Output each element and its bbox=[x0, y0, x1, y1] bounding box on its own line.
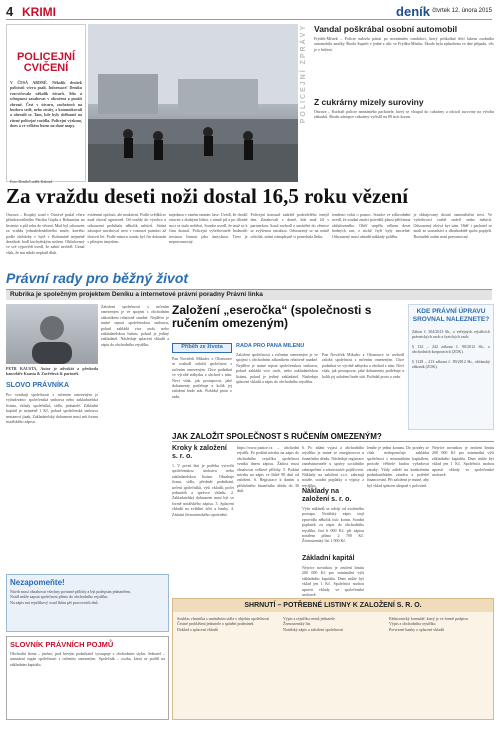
article-col-1: Ostrava – Krajský soud v Ostravě poslal včera pětadvacetiletého Patrika Gajdu z Bohumína na šestnáct a půl roku do vězení. Muž byl odsouzen za vraždu jednašedesátiletého muže, kterého podle obžaloby v bytě v Bohumíně nejméně desetkrát bodl kuchyňským nožem. Obžalovaný ve své výpovědi uvedl, že zabití nechtěl. Uznal však, že mu nikdo neplatil dluh. bbox=[6, 212, 85, 255]
newspaper-logo: deník bbox=[396, 4, 430, 19]
reminder-item-2: Notář může zapsat společnost přímo do obchodního rejstříku. bbox=[10, 594, 109, 600]
brief-1-text: Frýdek-Místek – Policie nalezla pátrat po neznámém vandalovi, který poškrábal třetí lakem osobního automobilu značky Škoda Superb v jedné z ulic ve Frýdku-Místku. Škoda byla způsobena ve dne případu, věc je v šetření. bbox=[314, 36, 494, 52]
pribeh-label: Příběh ze života bbox=[172, 343, 232, 353]
legal-subtitle: RADA PRO PANA MILENU bbox=[236, 343, 305, 349]
glossary-heading: SLOVO PRÁVNÍKA bbox=[6, 382, 70, 389]
summary-left-3: Doklad o splacení vkladů bbox=[177, 626, 218, 632]
costs-title: Náklady na založení s. r. o. bbox=[302, 488, 352, 503]
glossary-box bbox=[6, 636, 169, 720]
reminder-item-1: Návrh musí obsahovat všechny povinné přílohy a být podepsán jednatelem. bbox=[10, 589, 132, 594]
steps-title: Kroky k založení s. r. o. bbox=[172, 445, 227, 460]
author-caption: PETR KAUSTA, Autor je advokát a předseda kanceláře Kausta & Zavřelová & partneři. bbox=[6, 366, 98, 377]
summary-box bbox=[172, 598, 494, 720]
summary-mid-2: Živnostenský list bbox=[283, 621, 311, 627]
capital-text: Nejvíce novinkou je zrušení limitu 200 000 Kč pro minimální výši základního kapitálu. Dnes může být vklad jen 1 Kč. Společníci mohou upravit vklady ve společenské smlouvě. bbox=[302, 565, 364, 598]
legal-section-banner: Rubrika je společným projektem Deníku a internetové právní poradny Právní linka bbox=[6, 289, 492, 300]
reminder-item-3: Na zápis má rejstříkový soud lhůtu pět pracovních dnů. bbox=[10, 599, 99, 605]
regulation-box bbox=[408, 304, 494, 430]
summary-mid-3: Notářský zápis o založení společnosti bbox=[283, 626, 344, 632]
costs-column bbox=[302, 445, 364, 605]
police-news-sidebar-label: POLICEJNÍ ZPRÁVY bbox=[300, 24, 307, 124]
summary-mid-1: Výpis z rejstříku trestů jednatele bbox=[283, 616, 335, 621]
photo-illustration bbox=[88, 24, 298, 182]
summary-right-1: Elektronický formulář, který je ve formě podpisu bbox=[389, 616, 468, 621]
glossary-box-title: SLOVNÍK PRÁVNÍCH POJMŮ bbox=[10, 640, 114, 649]
regulation-item-2: § 132 – 242 zákona č. 90/2012 Sb., o obchodních korporacích (ZOK). bbox=[412, 343, 490, 355]
police-training-box bbox=[6, 24, 86, 182]
summary-left-1: Souhlas vlastníka s umístěním sídla v objektu společnosti bbox=[177, 616, 270, 621]
costs-intro-text: 6. Po zdání vyjasí a obchodního rejstříku je nutné se zaregistrovat u finančního úřadu. Následuje registrace zaměstnavatele u správy sociálního zabezpečení a zdravotních pojišťoven. Náklady na založení s.r.o. zahrnují notáře, soudní poplatky a výpisy z rejstříku. bbox=[302, 445, 364, 488]
reminder-title: Nezapomeňte! bbox=[10, 578, 65, 587]
article-col-3: najednou v raném ranním čase. Uvedl, že chodil ztracen s druhými lidmi, s nimiž pil a po dlouhé noci se stalo neštěstí. Soudce uvedl, že muž se k činu doznal. Policejní vyšetřovatelé hodnotili trestnou činnost jako úmyslnou. Trest je nepravomocný. bbox=[169, 212, 248, 245]
capital-column-3: Nejvíce novinkou je zrušení limitu 200 000 Kč pro minimální výši základního kapitálu. Dnes může být vklad jen 1 Kč. Společníci mohou upravit vklady ve společenské smlouvě. bbox=[432, 445, 494, 478]
police-photo-credit: Foto Deník/Luděk Kaloud bbox=[10, 179, 53, 184]
legal-col-a: Založení společnosti s ručením omezeným je ve spojení s obchodním zákoníkem relativně snadné. Nejdříve je nutné sepsat společenskou smlouvu, pokud zakládá více osob, nebo zakladatelskou listinu, pokud je jediný zakladatel. Následuje splacení vkladů a zápis do obchodního rejstříku. bbox=[236, 352, 318, 385]
glossary-box-text: Obchodní firma – jméno, pod kterým podnikatel vystupuje v obchodním styku. Jednatel – statutární orgán společnosti s ručením omezeným. Společník – osoba, která se podílí na základním kapitálu. bbox=[10, 651, 165, 667]
question-heading: JAK ZALOŽIT SPOLEČNOST S RUČENÍM OMEZENÝM? bbox=[172, 432, 494, 442]
legal-col-b: Pan Nováček Mikulec z Olomouce se rozhodl založit společnost s ručením omezeným. Chce podnikat ve výrobě nábytku a obchod s ním. Neví však, jak postupovat, jaké dokumenty potřebuje a kolik jej založení bude stát. Požádal proto o radu. bbox=[322, 352, 404, 379]
brief-1-title: Vandal poškrábal osobní automobil bbox=[314, 24, 458, 34]
police-training-text: V ČESÁ ARDNÉ. Několik desítek policistů včera psali. Informace! Deníku rozcvičovalo několik útvarů. Sílu a schopnost zasahovat v ohrožení a použít zbraně. Čest v útvaru, zachránců na budovu sedě, nebo ztráty, z komunikovali a ohrozili se. Tam, kde byly sběhnuté na různé policejní vozidla. Policejní výzkum, dnes a ve velkém lesem na dané mapy. bbox=[10, 80, 82, 129]
author-photo bbox=[6, 304, 98, 364]
reminder-box bbox=[6, 574, 169, 632]
brief-2-title: Z cukrárny mizely suroviny bbox=[314, 97, 424, 107]
legal-section-header bbox=[6, 270, 492, 288]
summary-list-mid bbox=[283, 616, 383, 632]
steps-column-2: https://www.justice.cz – obchodní rejstřík. Po podání návrhu na zápis do obchodního rejstříku společnost vzniká dnem zápisu. Žádost musí obsahovat veškeré přílohy. 5. Podání návrhu na zápis ve lhůtě 90 dnů od založení. 6. Registrace k daním u příslušného finančního úřadu do 30 dnů. bbox=[237, 445, 299, 494]
page-number: 4 bbox=[6, 4, 14, 19]
article-col-6: je obhajovaný dostal osmiměsíční trest. Ve vyšetřovací vazbě strávil sedm měsíců. Odsouzený obývá byt sám. Oběť i pachatel se znali ze sousedství a dlouhodobě spolu popíjeli. Rozsudek zatím není pravomocný. bbox=[413, 212, 492, 239]
summary-right-2: Výpis z obchodního rejstříku bbox=[389, 621, 436, 627]
summary-title: SHRNUTÍ – POTŘEBNÉ LISTINY K ZALOŽENÍ S. R. O. bbox=[173, 599, 493, 612]
costs-text: Výše nákladů se odvíjí od zvoleného postupu. Notářský zápis stojí zpravidla několik tisíc korun. Soudní poplatek za zápis do obchodního rejstříku činí 6 000 Kč, při zápisu notářem přímo 2 700 Kč. Živnostenský list 1 000 Kč. bbox=[302, 506, 364, 544]
main-headline: Za vraždu deseti noži dostal 16,5 roku vězení bbox=[6, 184, 409, 208]
author-silhouette bbox=[6, 304, 98, 364]
summary-left-2: Čestné prohlášení jednatele o splnění podmínek bbox=[177, 621, 254, 627]
section-name: KRIMI bbox=[22, 5, 56, 19]
legal-main-title: Založení „eseročka“ (společnosti s ručením omezeným) bbox=[172, 303, 372, 330]
police-news-column bbox=[314, 24, 494, 182]
pribeh-text: Pan Nováček Mikulec z Olomouce se rozhodl založit společnost s ručením omezeným. Chce podnikat ve výrobě nábytku a obchod s ním. Neví však, jak postupovat, jaké dokumenty potřebuje a kolik jej založení bude stát. Požádal proto o radu. bbox=[172, 356, 232, 399]
article-col-5: tendenci volat o pomoc. Soudce ve zdůvodnění uvedl, že soudní znalci potvrdili plnou příčetnost obžalovaného. Oběť utrpěla celkem deset bodných ran, z nichž čtyři byly smrtelné. Odsouzený musí uhradit náklady pohřbu. bbox=[332, 212, 411, 239]
steps-text: 1. V první fázi je potřeba vytvořit společenskou smlouvu nebo zakladatelskou listinu. Obsahuje firmu, sídlo, předmět podnikání, určení společníků, výši vkladů, počet jednatelů a správce vkladu. 2. Zakladatelský dokument musí být ve formě notářského zápisu. 3. Splacení vkladů na zvláštní účet u banky. 4. Získání živnostenského oprávnění. bbox=[172, 463, 234, 517]
capital-title: Základní kapitál bbox=[302, 555, 355, 562]
police-training-title: POLICEJNÍ CVIČENÍ bbox=[16, 51, 76, 74]
legal-section-title: Právní rady pro běžný život bbox=[6, 270, 189, 286]
regulation-item-3: § 1128 – 213 zákona č. 89/2012 Sb., občanský zákoník (ZOK). bbox=[412, 358, 490, 370]
page-header bbox=[6, 4, 492, 20]
main-article-body bbox=[6, 212, 492, 268]
summary-right-3: Potvrzení banky o splacení vkladů bbox=[389, 626, 445, 632]
regulation-box-title: KDE PRÁVNÍ ÚPRAVU SROVNAL NALEZNETE? bbox=[412, 308, 490, 323]
glossary-text: Pro vznikají společnosti s ručením omezeným je vyžadováno: společenská smlouva nebo zakladatelská listina, vklady společníků, sídlo, jednatelé. Základní kapitál je nejméně 1 Kč, pokud společenská smlouva nestanoví jinak. Zakladatelský dokument musí mít formu notářského zápisu. bbox=[6, 392, 98, 425]
article-col-4: Policejní komisař zadržel podezřelého tentýž den. Zasahovali v domě, kde muž žil s partnerkou. Soud rozhodl o umístění do věznice se zvýšenou ostrahou. Odsouzený se na místě odvolal, státní zástupkyně si ponechala lhůtu. bbox=[250, 212, 329, 239]
summary-list-right bbox=[389, 616, 489, 632]
summary-list-left bbox=[177, 616, 277, 632]
article-col-2: evidentní opilosti, ale neaktivní. Podle svědků se muž choval agresivně. Od vraždy do výrobce a odsouzení probíhala několik měsíců. Státní zástupce navrhoval trest v rozmezí patnácti až dvaceti let. Podle názoru soudu byl čin dokonán s přímým úmyslem. bbox=[87, 212, 166, 245]
dateline: čtvrtek 12. února 2015 bbox=[432, 8, 492, 14]
regulation-item-1: Zákon č. 304/2013 Sb., o veřejných rejstřících právnických osob a fyzických osob. bbox=[412, 329, 490, 340]
legal-main-title-block bbox=[172, 304, 404, 330]
expert-column: Založení společnosti s ručením omezeným je ve spojení s obchodním zákoníkem relativně snadné. Nejdříve je nutné sepsat společenskou smlouvu, pokud zakládá více osob, nebo zakladatelskou listinu, pokud je jediný zakladatel. Následuje splacení vkladů a zápis do obchodního rejstříku. bbox=[101, 304, 169, 347]
brief-2-text: Ostrava – Kuchaři policie neznámého pachatele, který se vloupal do cukrárny a odcizil suroviny na výrobu zákusků. Škodu zástupce cukrárny vyčíslil na 80 tisíc korun. bbox=[314, 109, 494, 120]
capital-column-2: lenthe je jedna koruna. Do povahy se však nedoporučuje zakládat společnost s minimálním kapitálem, protože věřitelé budou vyžadovat záruky. Vždy záleží na konkrétním podnikatelském záměru a potřebě financování. Při založení je nutné, aby byl vklad splacen alespoň v polovině. bbox=[367, 445, 429, 488]
steps-column bbox=[172, 445, 234, 595]
police-training-photo bbox=[88, 24, 298, 182]
